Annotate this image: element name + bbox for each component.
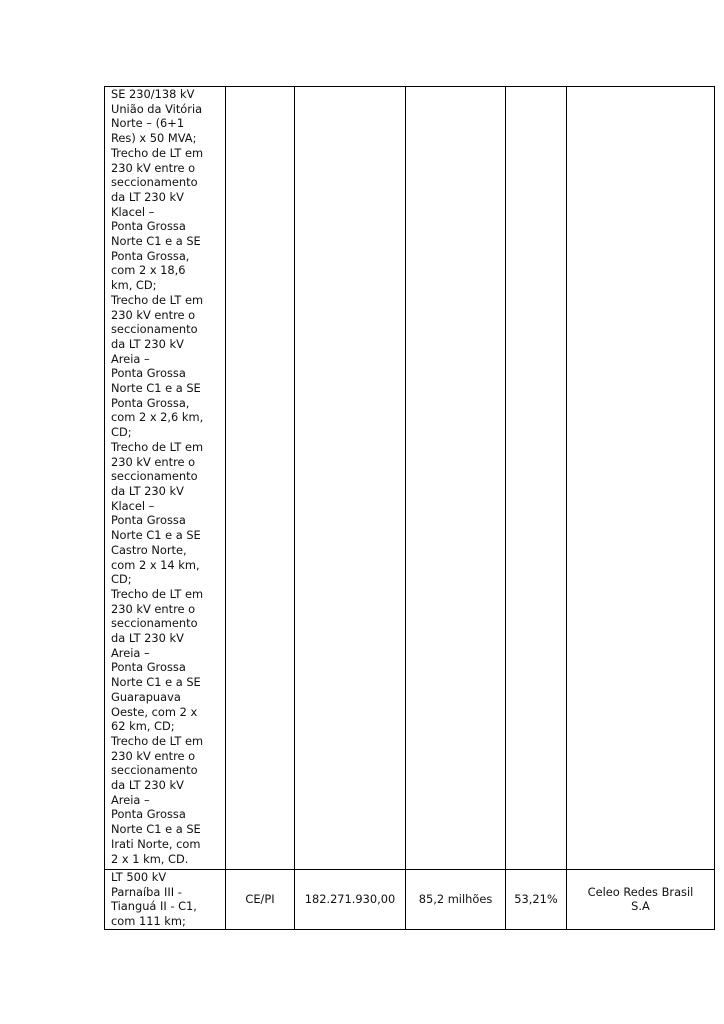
description-line: Ponta Grossa bbox=[111, 807, 186, 822]
description-line: Guarapuava bbox=[111, 689, 181, 704]
description-line: da LT 230 kV bbox=[111, 778, 184, 793]
company-name-line: S.A bbox=[631, 899, 650, 914]
description-line: Res) x 50 MVA; bbox=[111, 131, 197, 146]
description-line: Norte – (6+1 bbox=[111, 116, 185, 131]
value-cell: 182.271.930,00 bbox=[295, 870, 406, 930]
description-line: 230 kV entre o bbox=[111, 307, 196, 322]
description-line: 2 x 1 km, CD. bbox=[111, 851, 189, 866]
discount-cell: 53,21% bbox=[506, 870, 567, 930]
description-cell bbox=[105, 870, 226, 930]
description-line: Parnaíba III - bbox=[111, 884, 182, 899]
description-cell bbox=[105, 87, 226, 870]
description-line: Ponta Grossa bbox=[111, 513, 186, 528]
description-line: Norte C1 e a SE bbox=[111, 234, 201, 249]
description-line: Trecho de LT em bbox=[111, 145, 204, 160]
table-row bbox=[105, 870, 715, 930]
description-line: União da Vitória bbox=[111, 101, 203, 116]
description-line: CD; bbox=[111, 425, 132, 440]
description-line: Tianguá II - C1, bbox=[111, 899, 197, 914]
company-cell bbox=[567, 87, 715, 870]
description-line: da LT 230 kV bbox=[111, 189, 184, 204]
investment-cell: 85,2 milhões bbox=[406, 870, 506, 930]
discount-cell bbox=[506, 87, 567, 870]
description-line: seccionamento bbox=[111, 763, 198, 778]
description-line: Areia – bbox=[111, 792, 150, 807]
description-line: com 2 x 14 km, bbox=[111, 557, 200, 572]
description-line: com 111 km; bbox=[111, 914, 186, 929]
description-line: Oeste, com 2 x bbox=[111, 704, 198, 719]
lots-table bbox=[104, 86, 715, 930]
description-line: 230 kV entre o bbox=[111, 601, 196, 616]
description-line: Klacel – bbox=[111, 204, 155, 219]
description-line: Ponta Grossa bbox=[111, 660, 186, 675]
description-line: 230 kV entre o bbox=[111, 160, 196, 175]
description-line: LT 500 kV bbox=[111, 870, 167, 884]
description-line: Ponta Grossa bbox=[111, 219, 186, 234]
description-line: Areia – bbox=[111, 351, 150, 366]
description-line: CD; bbox=[111, 572, 132, 587]
description-line: Norte C1 e a SE bbox=[111, 675, 201, 690]
description-line: Klacel – bbox=[111, 498, 155, 513]
value-cell bbox=[295, 87, 406, 870]
company-name-line: Celeo Redes Brasil bbox=[587, 884, 694, 899]
description-line: da LT 230 kV bbox=[111, 483, 184, 498]
description-line: Trecho de LT em bbox=[111, 733, 204, 748]
description-line: Irati Norte, com bbox=[111, 836, 201, 851]
description-line: Areia – bbox=[111, 645, 150, 660]
description-line: Trecho de LT em bbox=[111, 586, 204, 601]
description-line: Trecho de LT em bbox=[111, 439, 204, 454]
description-line: Ponta Grossa bbox=[111, 366, 186, 381]
state-cell: CE/PI bbox=[226, 870, 295, 930]
description-line: da LT 230 kV bbox=[111, 631, 184, 646]
description-line: seccionamento bbox=[111, 469, 198, 484]
description-line: Norte C1 e a SE bbox=[111, 528, 201, 543]
description-line: seccionamento bbox=[111, 616, 198, 631]
description-line: 230 kV entre o bbox=[111, 748, 196, 763]
description-line: Norte C1 e a SE bbox=[111, 381, 201, 396]
description-line: 62 km, CD; bbox=[111, 719, 175, 734]
description-line: com 2 x 18,6 bbox=[111, 263, 186, 278]
company-cell bbox=[567, 870, 715, 930]
table-row bbox=[105, 87, 715, 870]
description-line: 230 kV entre o bbox=[111, 454, 196, 469]
state-cell bbox=[226, 87, 295, 870]
description-line: com 2 x 2,6 km, bbox=[111, 410, 204, 425]
description-line: km, CD; bbox=[111, 278, 157, 293]
description-line: Norte C1 e a SE bbox=[111, 822, 201, 837]
description-line: seccionamento bbox=[111, 322, 198, 337]
description-line: Trecho de LT em bbox=[111, 292, 204, 307]
description-line: seccionamento bbox=[111, 175, 198, 190]
description-line: da LT 230 kV bbox=[111, 336, 184, 351]
description-line: Ponta Grossa, bbox=[111, 395, 190, 410]
description-line: SE 230/138 kV bbox=[111, 87, 195, 101]
investment-cell bbox=[406, 87, 506, 870]
description-line: Castro Norte, bbox=[111, 542, 187, 557]
description-line: Ponta Grossa, bbox=[111, 248, 190, 263]
